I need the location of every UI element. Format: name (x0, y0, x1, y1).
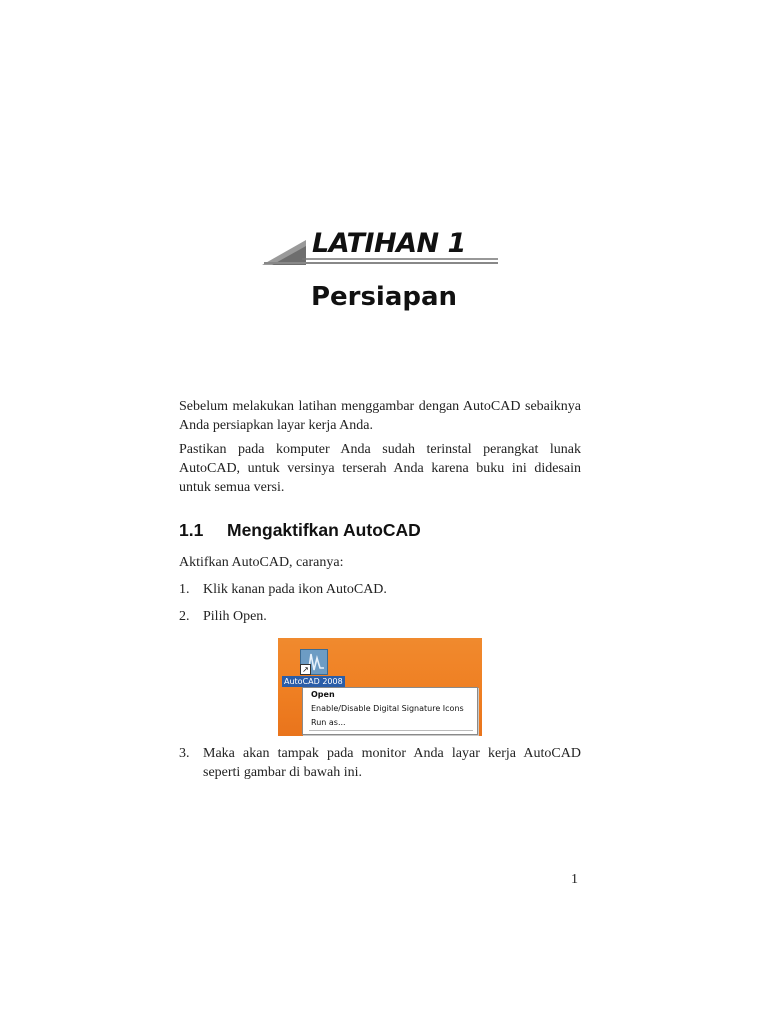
section-heading (179, 520, 421, 541)
chapter-banner (262, 228, 500, 268)
section-title: Mengaktifkan AutoCAD (227, 520, 421, 540)
step-text: Maka akan tampak pada monitor Anda layar kerja AutoCAD seperti gambar di bawah ini. (203, 746, 581, 780)
page-number: 1 (571, 872, 578, 887)
steps-intro: Aktifkan AutoCAD, caranya: (179, 555, 344, 570)
chapter-title: Persiapan (310, 282, 458, 312)
menu-item-digital-signature: Enable/Disable Digital Signature Icons (311, 704, 464, 713)
step-text: Pilih Open. (203, 609, 267, 624)
paragraph-requirements: Pastikan pada komputer Anda sudah terinstal perangkat lunak AutoCAD, untuk versinya terserah Anda karena buku ini didesain untuk semua versi. (179, 442, 581, 495)
desktop-icon-label: AutoCAD 2008 (284, 677, 343, 686)
menu-item-run-as: Run as... (311, 718, 346, 727)
autocad-context-menu-screenshot (278, 638, 482, 736)
step-text: Klik kanan pada ikon AutoCAD. (203, 582, 387, 597)
menu-divider (309, 730, 473, 731)
list-item (179, 580, 581, 599)
context-menu (302, 687, 478, 735)
menu-item-open: Open (311, 690, 335, 699)
section-number: 1.1 (179, 520, 204, 540)
shortcut-arrow-icon: ↗ (300, 664, 311, 675)
paragraph-intro: Sebelum melakukan latihan menggambar dengan AutoCAD sebaiknya Anda persiapkan layar kerja Anda. (179, 399, 581, 433)
step-number: 1. (179, 582, 190, 597)
list-item (179, 607, 581, 626)
step-number: 3. (179, 746, 190, 761)
list-item (179, 744, 581, 782)
step-number: 2. (179, 609, 190, 624)
chapter-label: LATIHAN 1 (312, 228, 466, 259)
